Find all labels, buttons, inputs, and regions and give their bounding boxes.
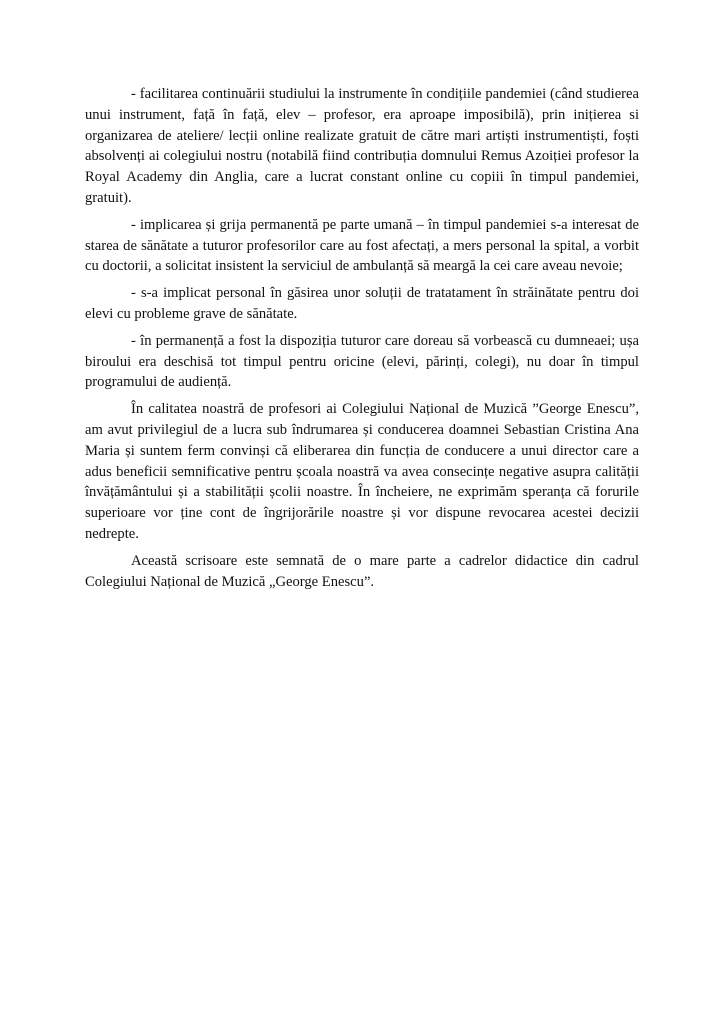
paragraph-signature-note: Această scrisoare este semnată de o mare parte a cadrelor didactice din cadrul Colegiului Național de Muzică „George Enescu”. [85, 552, 639, 590]
paragraph-availability: - în permanență a fost la dispoziția tuturor care doreau să vorbească cu dumneaei; ușa biroului era deschisă tot timpul pentru oricine (elevi, părinți, colegi), nu doar în timpul programului de audiență. [85, 332, 639, 391]
paragraph-teachers-statement: În calitatea noastră de profesori ai Colegiului Național de Muzică ”George Enescu”, am avut privilegiul de a lucra sub îndrumarea și conducerea doamnei Sebastian Cristina Ana Maria și suntem ferm convinși că eliberarea din funcția de conducere a unui director care a adus beneficii semnificative pentru școala noastră va avea consecințe negative asupra calității învățământului și a stabilității școlii noastre. În încheiere, ne exprimăm speranța că forurile superioare vor ține cont de îngrijorările noastre și vor dispune revocarea acestei decizii nedrepte. [85, 401, 639, 542]
paragraph-treatment-abroad: - s-a implicat personal în găsirea unor soluții de tratatament în străinătate pentru doi elevi cu probleme grave de sănătate. [85, 285, 639, 322]
document-body [85, 84, 639, 598]
paragraph-human-care: - implicarea și grija permanentă pe parte umană – în timpul pandemiei s-a interesat de starea de sănătate a tuturor profesorilor care au fost afectați, a mers personal la spital, a vorbit cu doctorii, a solicitat insistent la serviciul de ambulanță să meargă la cei care aveau nevoie; [85, 216, 639, 275]
paragraph-pandemic-lessons: - facilitarea continuării studiului la instrumente în condițiile pandemiei (când studierea unui instrument, față în față, elev – profesor, era aproape imposibilă), prin inițierea si organizarea de ateliere/ lecții online realizate gratuit de către mari artiști instrumentiști, foști absolvenți ai colegiului nostru (notabilă fiind contribuția domnului Remus Azoiției profesor la Royal Academy din Anglia, care a lucrat constant online cu copiii în timpul pandemiei, gratuit). [85, 86, 639, 206]
